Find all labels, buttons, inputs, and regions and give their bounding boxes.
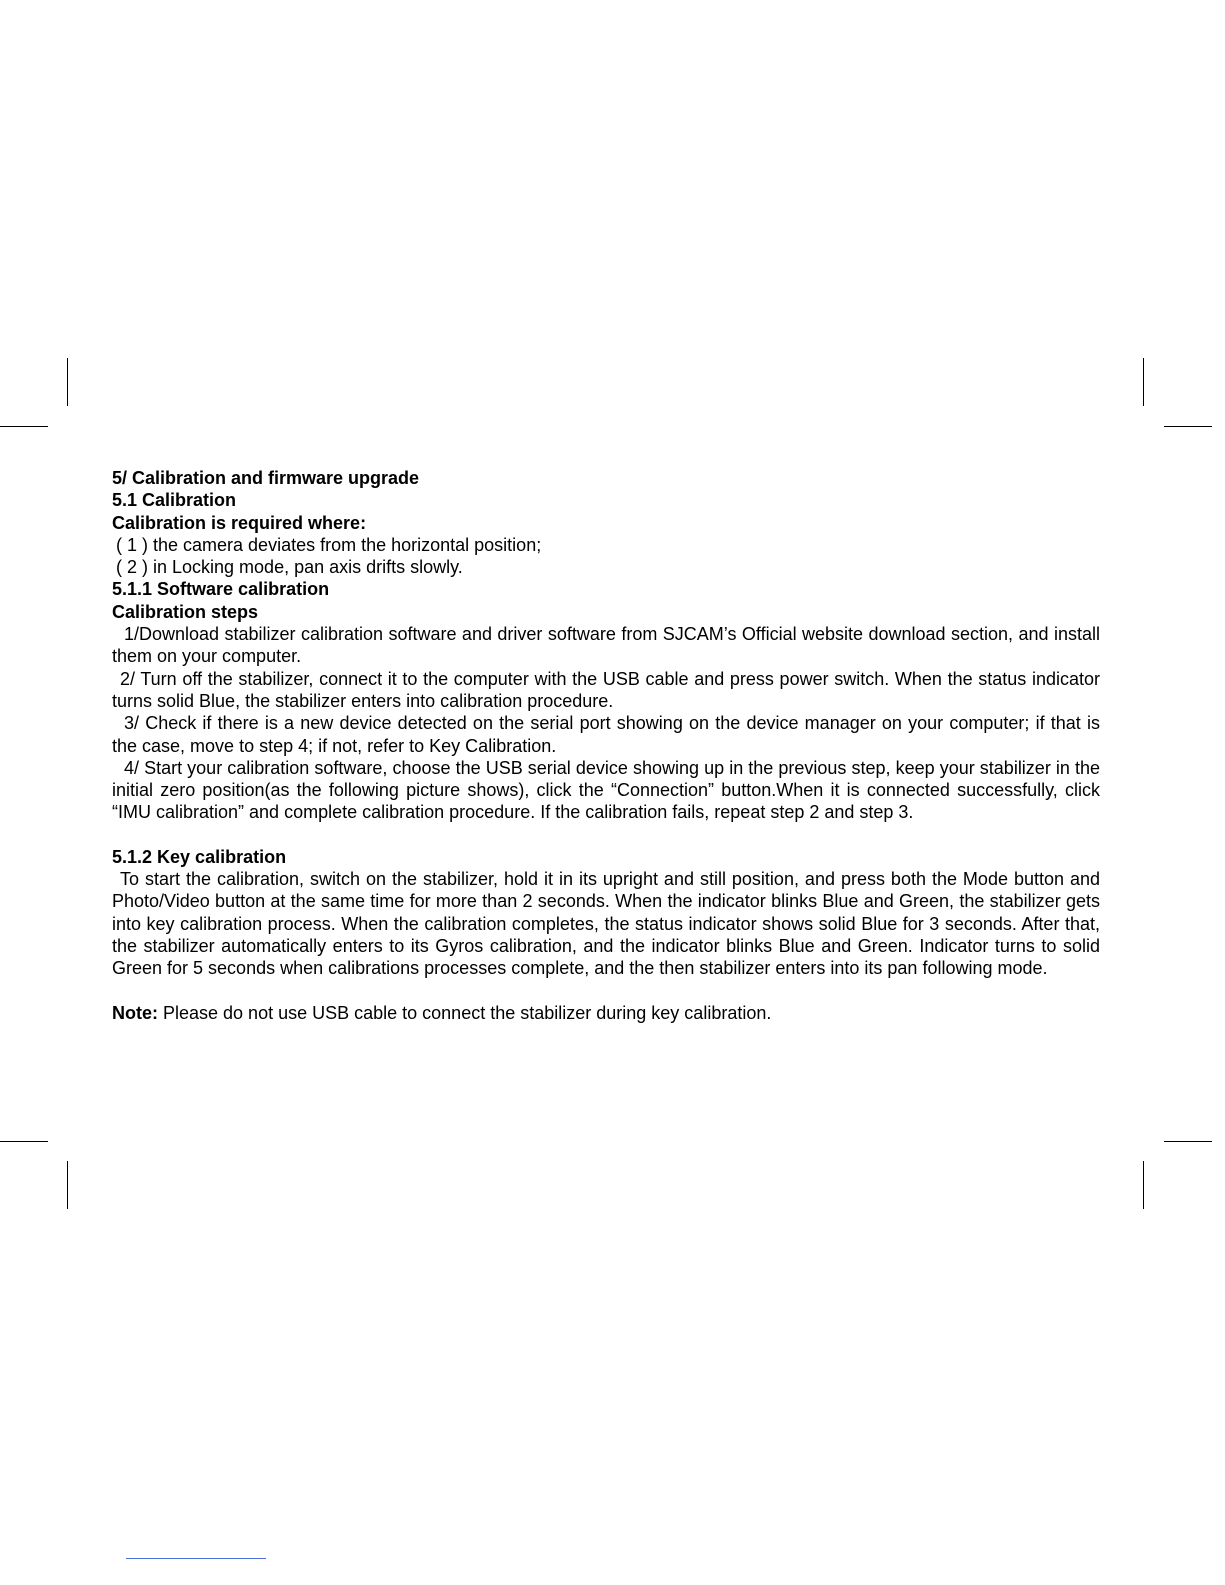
calibration-steps-heading: Calibration steps: [112, 601, 259, 622]
key-calibration-paragraph: To start the calibration, switch on the stabilizer, hold it in its upright and still position, and press both the Mode button and Photo/Video button at the same time for more than 2 seconds. When the indicator blinks Blue and Green, the stabilizer gets into key calibration process. When the calibration completes, the status indicator shows solid Blue for 3 seconds. After that, the stabilizer automatically enters to its Gyros calibration, and the indicator blinks Blue and Green. Indicator turns to solid Green for 5 seconds when calibrations processes complete, and the then stabilizer enters into its pan following mode.: [112, 869, 1100, 979]
key-calibration-heading: 5.1.2 Key calibration: [112, 846, 287, 867]
step-paragraph: 1/Download stabilizer calibration software and driver software from SJCAM’s Official website download section, and install them on your computer.: [112, 624, 1100, 667]
note-text: Please do not use USB cable to connect the stabilizer during key calibration.: [158, 1002, 772, 1023]
crop-mark-top-right-horizontal: [1164, 426, 1212, 427]
crop-mark-bottom-left-horizontal: [0, 1141, 48, 1142]
crop-mark-top-right-vertical: [1143, 358, 1144, 406]
crop-mark-bottom-left-vertical: [67, 1161, 68, 1209]
note-label: Note:: [112, 1002, 158, 1023]
software-calibration-heading: 5.1.1 Software calibration: [112, 579, 330, 600]
crop-mark-bottom-right-horizontal: [1164, 1141, 1212, 1142]
subsection-title: 5.1 Calibration: [112, 490, 237, 511]
spacer: [112, 824, 1100, 846]
document-body: [112, 467, 1100, 1024]
crop-mark-bottom-right-vertical: [1143, 1161, 1144, 1209]
note: [112, 1002, 1100, 1024]
spacer: [112, 980, 1100, 1002]
bottom-rule: [126, 1558, 266, 1559]
condition-item: ( 2 ) in Locking mode, pan axis drifts slowly.: [116, 557, 463, 578]
section-title: 5/ Calibration and firmware upgrade: [112, 468, 420, 488]
step-paragraph: 4/ Start your calibration software, choose the USB serial device showing up in the previous step, keep your stabilizer in the initial zero position(as the following picture shows), click the “Connection” button.When it is connected successfully, click “IMU calibration” and complete calibration procedure. If the calibration fails, repeat step 2 and step 3.: [112, 757, 1100, 823]
step-paragraph: 3/ Check if there is a new device detected on the serial port showing on the device manager on your computer; if that is the case, move to step 4; if not, refer to Key Calibration.: [112, 713, 1100, 756]
crop-mark-top-left-vertical: [67, 358, 68, 406]
step-paragraph: 2/ Turn off the stabilizer, connect it to the computer with the USB cable and press power switch. When the status indicator turns solid Blue, the stabilizer enters into calibration procedure.: [112, 668, 1100, 711]
condition-item: ( 1 ) the camera deviates from the horizontal position;: [116, 534, 542, 555]
required-heading: Calibration is required where:: [112, 512, 367, 533]
crop-mark-top-left-horizontal: [0, 426, 48, 427]
